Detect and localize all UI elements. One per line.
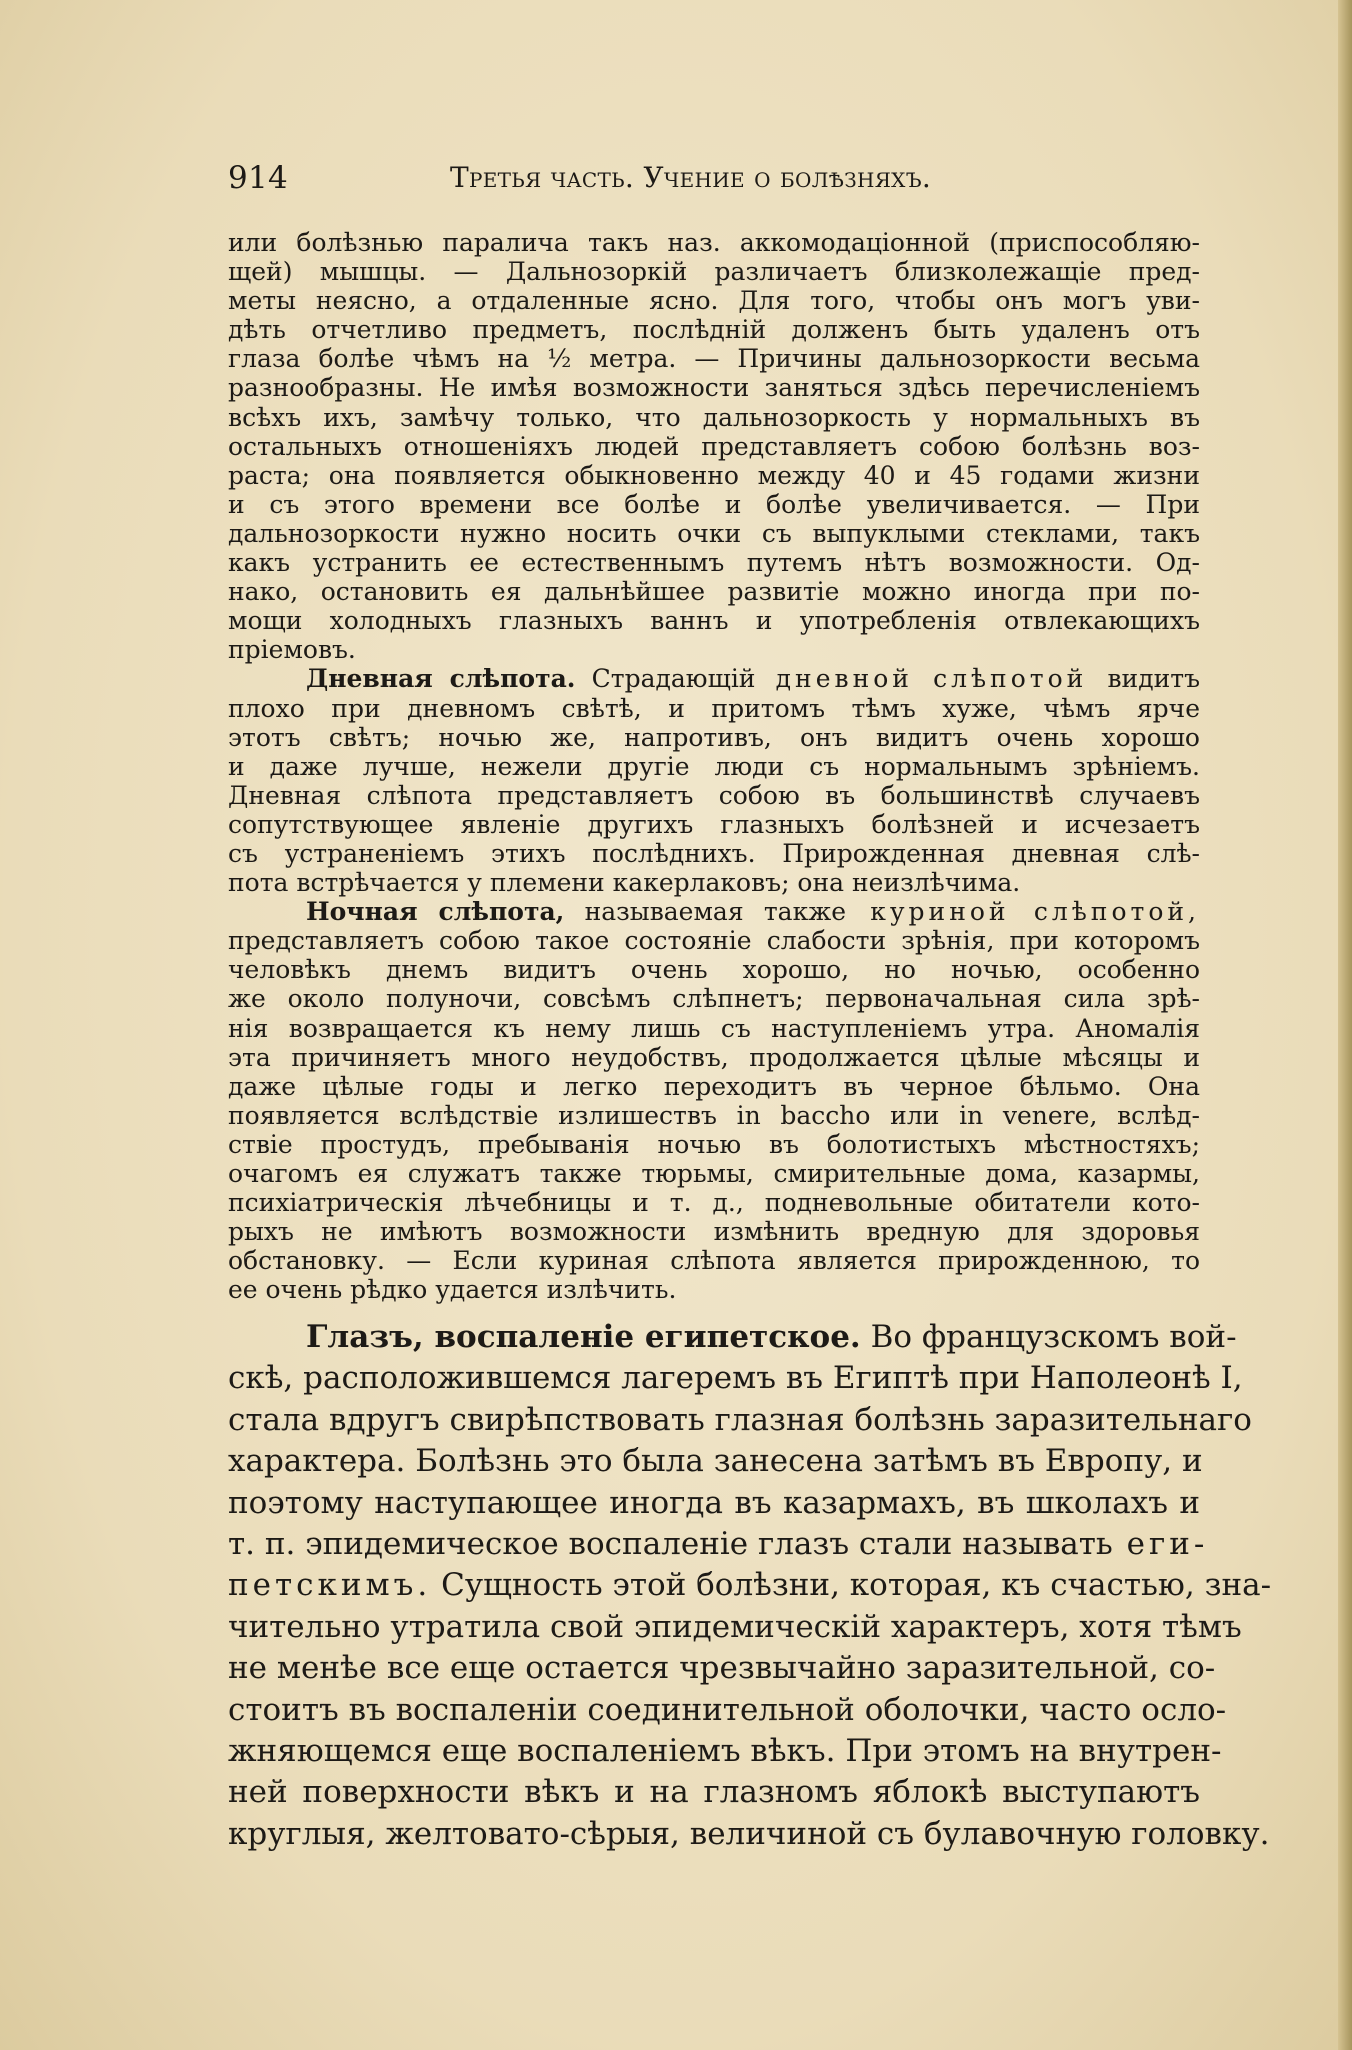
text-line: всѣхъ ихъ, замѣчу только, что дальнозоркость у нормальныхъ въ (228, 402, 1200, 432)
text-line: разнообразны. Не имѣя возможности заняться здѣсь перечисленіемъ (228, 373, 1200, 403)
text-line: пота встрѣчается у племени какерлаковъ; она неизлѣчима. (228, 868, 1021, 898)
spaced-emphasis: петскимъ. (228, 1567, 432, 1604)
text-line: или болѣзнью паралича такъ наз. аккомодаціонной (приспособляю- (228, 228, 1200, 257)
text-line: эта причиняетъ много неудобствъ, продолжается цѣлые мѣсяцы и (228, 1042, 1200, 1072)
text-line: Глазъ, воспаленіе египетское. Во французскомъ вой- (306, 1319, 1237, 1355)
text-line: представляетъ собою такое состояніе слабости зрѣнія, при которомъ (228, 926, 1200, 956)
paragraph-night-blindness (228, 897, 1200, 1304)
text-line: ствіе простудъ, пребыванія ночью въ болотистыхъ мѣстностяхъ; (228, 1129, 1200, 1159)
text-line: нако, остановить ея дальнѣйшее развитіе можно иногда при по- (228, 577, 1200, 607)
running-header (228, 158, 1128, 198)
text-line: ее очень рѣдко удается излѣчить. (228, 1275, 677, 1305)
entry-term: Глазъ, воспаленіе египетское. (306, 1319, 861, 1355)
text-line: съ устраненіемъ этихъ послѣднихъ. Прирожденная дневная слѣ- (228, 838, 1200, 868)
text-line: стала вдругъ свирѣпствовать глазная болѣзнь заразительнаго (228, 1401, 1252, 1438)
text-line: и даже лучше, нежели другіе люди съ нормальнымъ зрѣніемъ. (228, 751, 1200, 781)
page-number: 914 (228, 160, 289, 196)
text-line: же около полуночи, совсѣмъ слѣпнетъ; первоначальная сила зрѣ- (228, 984, 1200, 1014)
text-line: щей) мышцы. — Дальнозоркій различаетъ близколежащіе пред- (228, 257, 1200, 287)
entry-term: Дневная слѣпота. (306, 664, 576, 694)
paragraph-farsightedness (228, 228, 1200, 664)
text-line: обстановку. — Если куриная слѣпота является прирожденною, то (228, 1246, 1200, 1276)
text-line: ней поверхности вѣкъ и на глазномъ яблокѣ выступаютъ (228, 1774, 1200, 1811)
text-line: скѣ, расположившемся лагеремъ въ Египтѣ при Наполеонѣ I, (228, 1360, 1243, 1397)
text-line: стоитъ въ воспаленіи соединительной оболочки, часто осло- (228, 1691, 1227, 1728)
text-line: т. п. эпидемическое воспаленіе глазъ стали называть еги- (228, 1525, 1209, 1562)
text-line: меты неясно, а отдаленные ясно. Для того, чтобы онъ могъ уви- (228, 286, 1200, 316)
text-line: даже цѣлые годы и легко переходитъ въ черное бѣльмо. Она (228, 1071, 1200, 1101)
text-line: нія возвращается къ нему лишь съ наступленіемъ утра. Аномалія (228, 1013, 1200, 1043)
entry-term: Ночная слѣпота, (306, 897, 565, 927)
text-line: рыхъ не имѣютъ возможности измѣнить вредную для здоровья (228, 1217, 1200, 1247)
text-line: Дневная слѣпота представляетъ собою въ большинствѣ случаевъ (228, 780, 1200, 810)
text-line: Ночная слѣпота, называемая также куриной слѣпотой, (306, 897, 1200, 927)
text-line: какъ устранить ее естественнымъ путемъ нѣтъ возможности. Од- (228, 548, 1200, 578)
text-line: чительно утратила свой эпидемическій характеръ, хотя тѣмъ (228, 1608, 1242, 1645)
text-line: психіатрическія лѣчебницы и т. д., подневольные обитатели кото- (228, 1188, 1200, 1218)
text-line: появляется вслѣдствіе излишествъ in baccho или in venere, вслѣд- (228, 1100, 1200, 1130)
text-line: человѣкъ днемъ видитъ очень хорошо, но ночью, особенно (228, 955, 1200, 985)
text-line: круглыя, желтовато-сѣрыя, величиной съ булавочную головку. (228, 1815, 1270, 1852)
text-line: раста; она появляется обыкновенно между 40 и 45 годами жизни (228, 460, 1200, 490)
body-large-type (228, 1317, 1272, 1855)
text-line: мощи холодныхъ глазныхъ ваннъ и употребленія отвлекающихъ (228, 606, 1200, 636)
spaced-emphasis: еги- (1112, 1525, 1209, 1562)
text-line: характера. Болѣзнь это была занесена затѣмъ въ Европу, и (228, 1443, 1203, 1480)
text-line: дальнозоркости нужно носить очки съ выпуклыми стеклами, такъ (228, 518, 1200, 548)
text-line: глаза болѣе чѣмъ на ½ метра. — Причины дальнозоркости весьма (228, 344, 1200, 374)
text-line: очагомъ ея служатъ также тюрьмы, смирительные дома, казармы, (228, 1159, 1200, 1188)
text-line: петскимъ. Сущность этой болѣзни, которая, къ счастью, зна- (228, 1567, 1272, 1604)
text-line: и съ этого времени все болѣе и болѣе увеличивается. — При (228, 489, 1200, 519)
spaced-emphasis: куриной слѣпотой, (845, 897, 1200, 927)
text-line: пріемовъ. (228, 635, 356, 665)
text-line: этотъ свѣтъ; ночью же, напротивъ, онъ видитъ очень хорошо (228, 722, 1200, 752)
text-line: поэтому наступающее иногда въ казармахъ, въ школахъ и (228, 1484, 1200, 1521)
page-edge (1338, 0, 1352, 2050)
text-line: сопутствующее явленіе другихъ глазныхъ болѣзней и исчезаетъ (228, 809, 1200, 839)
text-line: Дневная слѣпота. Страдающій дневной слѣпотой видитъ (306, 664, 1201, 694)
running-title: Третья часть. Учение о болѣзняхъ. (450, 161, 932, 194)
spaced-emphasis: дневной слѣпотой (755, 664, 1108, 694)
text-line: дѣть отчетливо предметъ, послѣдній долженъ быть удаленъ отъ (228, 315, 1200, 345)
paragraph-day-blindness (228, 664, 1200, 897)
text-line: плохо при дневномъ свѣтѣ, и притомъ тѣмъ хуже, чѣмъ ярче (228, 693, 1200, 723)
text-line: жняющемся еще воспаленіемъ вѣкъ. При этомъ на внутрен- (228, 1732, 1222, 1769)
text-line: остальныхъ отношеніяхъ людей представляетъ собою болѣзнь воз- (228, 431, 1200, 461)
text-line: не менѣе все еще остается чрезвычайно заразительной, со- (228, 1650, 1216, 1687)
body-small-type (228, 228, 1200, 1304)
paragraph-egyptian-ophthalmia (228, 1317, 1272, 1855)
